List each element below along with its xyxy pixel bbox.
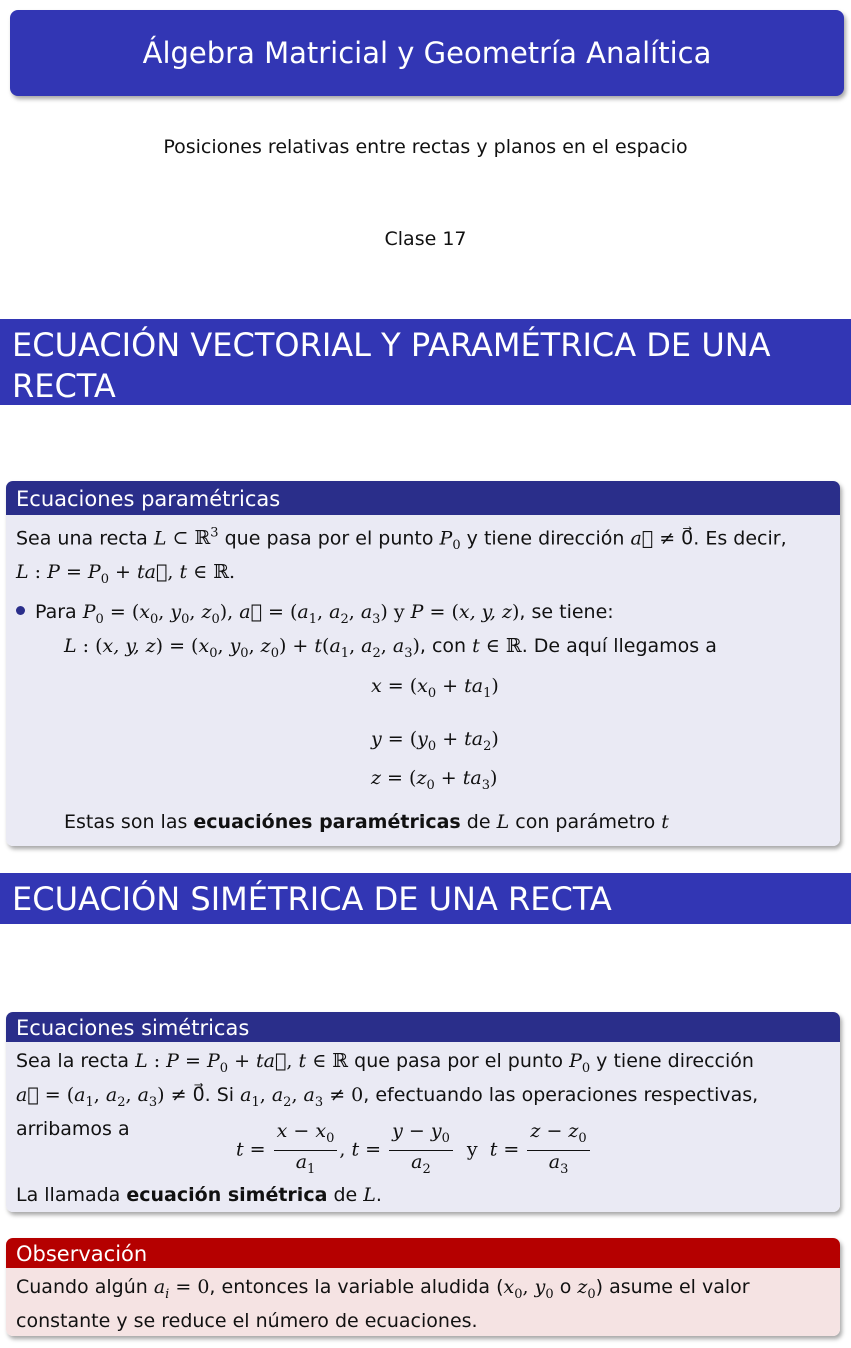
section-banner-vectorial — [0, 319, 851, 405]
block-observation — [6, 1238, 840, 1336]
closing-text: Estas son las ecuaciónes paramétricas de L con parámetro t — [64, 811, 669, 833]
text-line: Sea una recta L ⊂ ℝ$^3$ que pasa por el punto $P_0$ y tiene dirección a⃗ ≠ 0⃗. Es decir, — [16, 526, 787, 554]
symmetric-equation: t = $\frac{x - x_0}{a_1}$ , t = $\frac{y - y_0}{a_2}$ y t = $\frac{z - z_0}{a_3}$ — [236, 1120, 592, 1181]
text-line: arribamos a — [16, 1117, 130, 1140]
text-line: L : $P = P_0$ + ta⃗, t ∈ ℝ. — [16, 561, 236, 587]
subtitle: Posiciones relativas entre rectas y planos en el espacio — [163, 136, 688, 158]
text-line: constante y se reduce el número de ecuaciones. — [16, 1309, 478, 1332]
block-body — [6, 1268, 840, 1336]
section-banner-simetrica — [0, 873, 851, 924]
bullet-icon — [16, 606, 25, 615]
block-body — [6, 515, 840, 846]
closing-text: La llamada ecuación simétrica de L. — [16, 1184, 382, 1206]
block-header: Observación — [6, 1238, 840, 1268]
text-line: L : (x, y, $z) = (x_0$, $y_0$, $z_0) + t(a_1$, $a_2$, $a_3$), con t ∈ ℝ. De aquí llegamos a — [64, 634, 717, 661]
title-banner — [10, 10, 844, 96]
text-line: Cuando algún $a_i = 0$, entonces la variable aludida ($x_0$, $y_0$ o $z_0$) asume el valor — [16, 1276, 750, 1302]
block-body — [6, 1042, 840, 1212]
equation-x: $x = (x_0 + ta_1)$ — [371, 675, 499, 701]
section-title-line2: RECTA — [12, 367, 116, 405]
block-header: Ecuaciones simétricas — [6, 1012, 840, 1042]
equation-y: $y = (y_0 + ta_2)$ — [371, 728, 499, 754]
section-title-line1: ECUACIÓN VECTORIAL Y PARAMÉTRICA DE UNA — [12, 326, 771, 364]
block-header: Ecuaciones paramétricas — [6, 481, 840, 515]
block-symmetric — [6, 1012, 840, 1212]
page-title: Álgebra Matricial y Geometría Analítica — [142, 36, 712, 70]
block-parametric — [6, 481, 840, 846]
text-line: a⃗ = ($a_1$, $a_2$, $a_3$) ≠ 0⃗. Si $a_1$, $a_2$, $a_3 \ne 0$, efectuando las operaciones respectivas, — [16, 1083, 759, 1110]
class-label: Clase 17 — [384, 228, 467, 250]
text-line: Sea la recta L : $P = P_0$ + ta⃗, t ∈ ℝ que pasa por el punto $P_0$ y tiene dirección — [16, 1050, 754, 1076]
equation-z: $z = (z_0 + ta_3)$ — [371, 767, 498, 793]
section-title-line1: ECUACIÓN SIMÉTRICA DE UNA RECTA — [12, 880, 612, 918]
bullet-item: Para $P_0 = (x_0$, $y_0$, $z_0$), a⃗ = ($a_1$, $a_2$, $a_3$) y P = (x, y, z), se tiene: — [16, 599, 828, 633]
